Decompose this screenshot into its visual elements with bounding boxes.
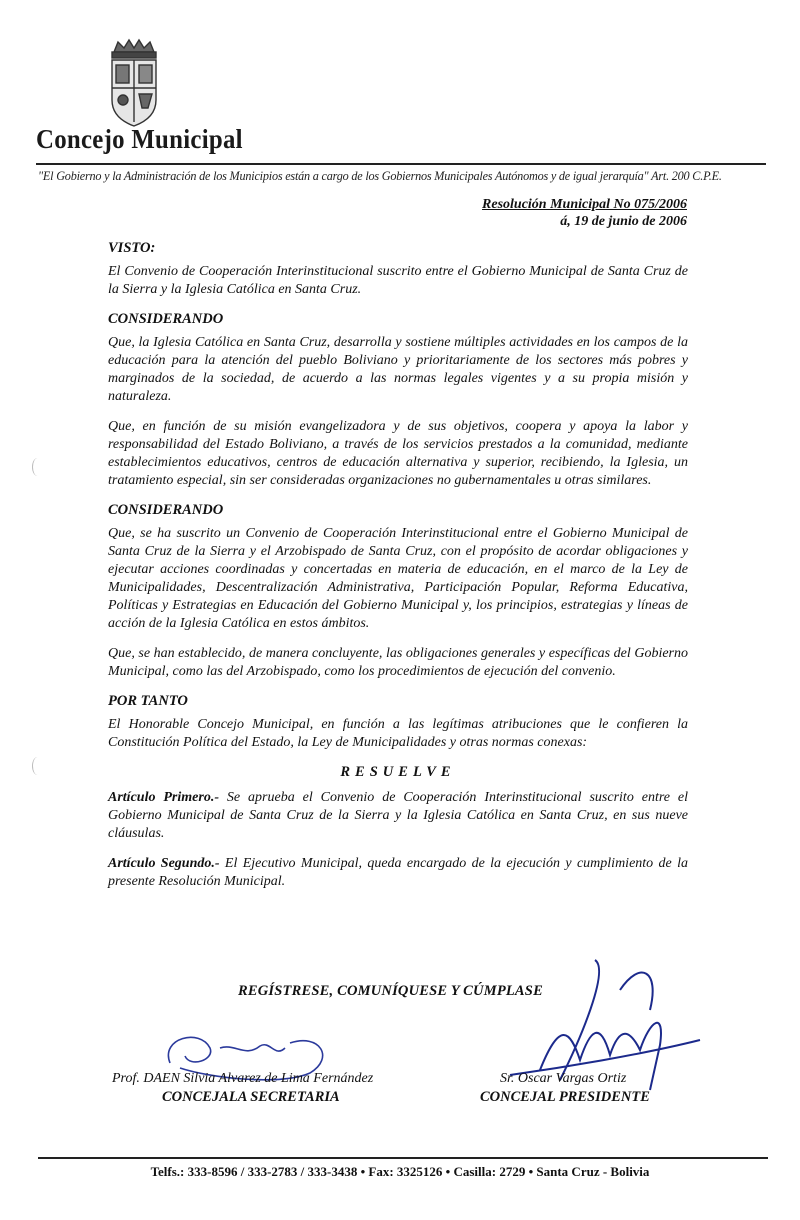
footer-divider	[38, 1157, 768, 1159]
article-first-label: Artículo Primero.-	[108, 790, 219, 805]
resolution-date: á, 19 de junio de 2006	[560, 214, 687, 229]
considerando-paragraph: Que, se han establecido, de manera concluyente, las obligaciones generales y específicas del Gobierno Municipal, como las del Arzobispado, como los procedimientos de ejecución del convenio.	[108, 646, 688, 679]
resolution-reference	[482, 196, 687, 230]
punch-hole-mark	[32, 458, 43, 476]
article-second-label: Artículo Segundo.-	[108, 856, 220, 871]
punch-hole-mark	[32, 757, 43, 775]
considerando-paragraph: Que, en función de su misión evangelizadora y de sus objetivos, coopera y apoya la labor y responsabilidad del Estado Boliviano, a través de los servicios prestados a la comunidad, mediante establecimientos educativos, centros de educación alternativa y superior, recibiendo, la Iglesia, un tratamiento especial, sin ser consideradas organizaciones no gubernamentales u otras similares.	[108, 419, 688, 488]
considerando-paragraph: Que, se ha suscrito un Convenio de Cooperación Interinstitucional entre el Gobierno Municipal de Santa Cruz de la Sierra y el Arzobispado de Santa Cruz, con el propósito de acordar obligaciones y ejecutar acciones coordinadas y concertadas en materia de educación, en el marco de la Ley de Municipalidades, Descentralización Administrativa, Participación Popular, Reforma Educativa, Políticas y Estrategias en Educación del Gobierno Municipal y, los principios, estrategias y líneas de acción de la Iglesia Católica en estos ámbitos.	[108, 526, 688, 631]
coat-of-arms-icon	[104, 38, 164, 130]
article-second	[108, 855, 688, 891]
organization-name: Concejo Municipal	[36, 124, 243, 154]
resolution-number: Resolución Municipal No 075/2006	[482, 197, 687, 212]
considerando-paragraph: Que, la Iglesia Católica en Santa Cruz, desarrolla y sostiene múltiples actividades en los campos de la educación para la atención del pueblo Boliviano y prioritariamente de los sectores más pobres y marginados de la sociedad, de acuerdo a las normas legales vigentes y a su propia misión y naturaleza.	[108, 335, 688, 404]
header-motto: "El Gobierno y la Administración de los Municipios están a cargo de los Gobiernos Municipales Autónomos y de igual jerarquía" Art. 200 C.P.E.	[38, 169, 722, 183]
signatory-right-title: CONCEJAL PRESIDENTE	[480, 1089, 650, 1105]
signatory-right	[480, 1071, 720, 1106]
visto-text: El Convenio de Cooperación Interinstitucional suscrito entre el Gobierno Municipal de Santa Cruz de la Sierra y la Iglesia Católica en Santa Cruz.	[108, 264, 688, 297]
considerando-heading: CONSIDERANDO	[108, 311, 224, 327]
document-body	[108, 240, 688, 903]
article-second-text: El Ejecutivo Municipal, queda encargado de la ejecución y cumplimiento de la presente Resolución Municipal.	[108, 856, 688, 889]
signatory-left	[112, 1071, 432, 1106]
por-tanto-text: El Honorable Concejo Municipal, en función a las legítimas atribuciones que le confieren la Constitución Política del Estado, la Ley de Municipalidades y otras normas conexas:	[108, 717, 688, 750]
resuelve-heading: RESUELVE	[340, 764, 456, 780]
footer-contact: Telfs.: 333-8596 / 333-2783 / 333-3438 • Fax: 3325126 • Casilla: 2729 • Santa Cruz - Bolivia	[150, 1164, 650, 1179]
considerando-heading: CONSIDERANDO	[108, 502, 224, 518]
signatory-right-name: Sr. Oscar Vargas Ortiz	[500, 1071, 627, 1086]
visto-heading: VISTO:	[108, 240, 156, 256]
por-tanto-heading: POR TANTO	[108, 693, 188, 709]
article-first-text: Se aprueba el Convenio de Cooperación Interinstitucional suscrito entre el Gobierno Municipal de Santa Cruz de la Sierra y la Iglesia Católica en Santa Cruz, en sus nueve cláusulas.	[108, 790, 688, 841]
signatory-left-title: CONCEJALA SECRETARIA	[162, 1089, 340, 1105]
article-first	[108, 789, 688, 843]
header-divider	[36, 163, 766, 165]
signatory-left-name: Prof. DAEN Silvia Alvarez de Lima Fernández	[112, 1071, 374, 1086]
closing-formula: REGÍSTRESE, COMUNÍQUESE Y CÚMPLASE	[238, 983, 543, 999]
